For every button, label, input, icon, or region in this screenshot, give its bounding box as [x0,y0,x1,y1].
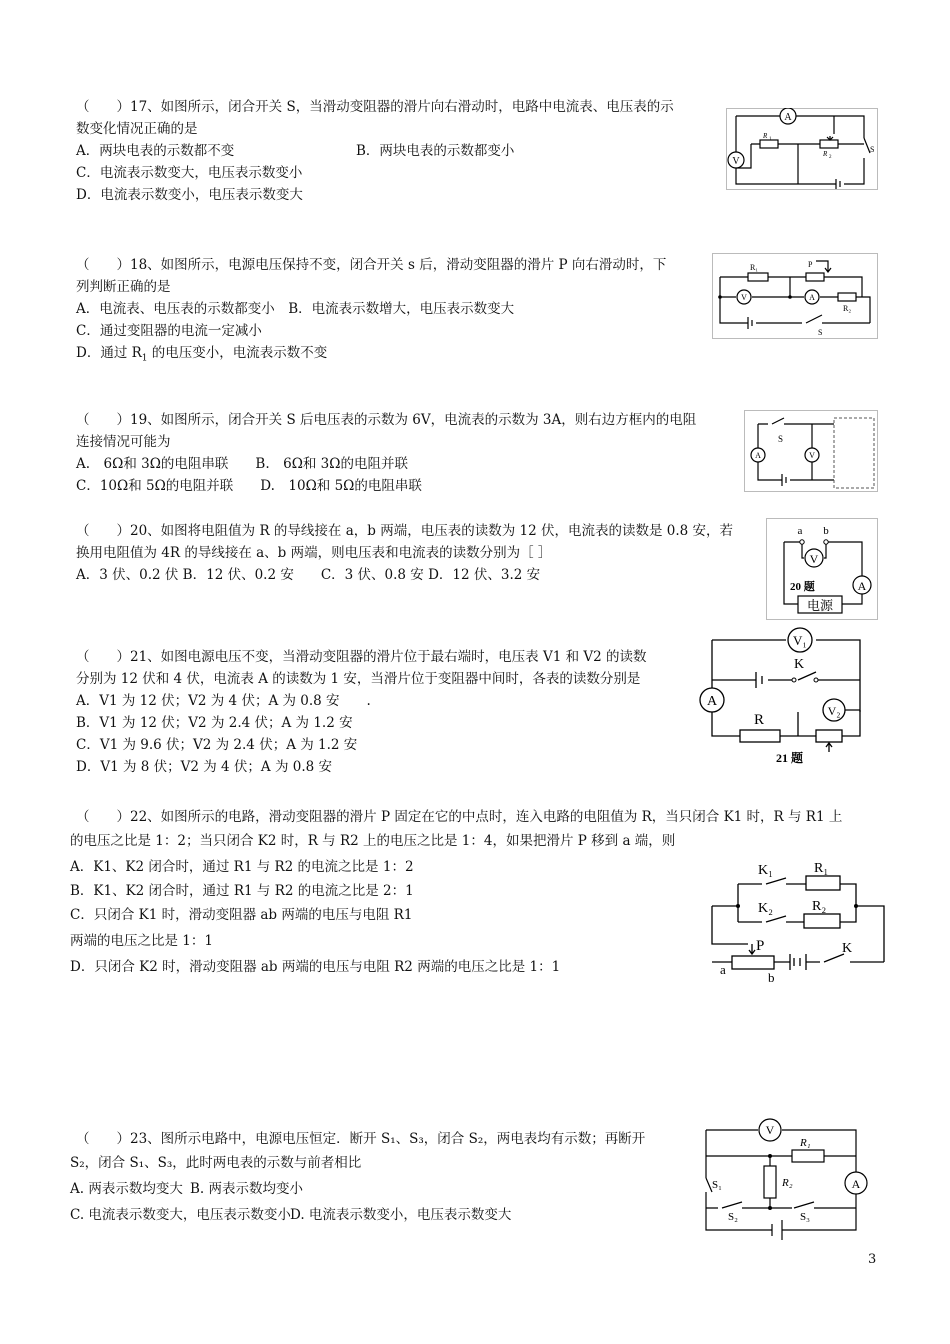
q22-option-b: B．K1、K2 闭合时，通过 R1 与 R2 的电流之比是 2：1 [70,883,414,899]
q21-circuit-figure [692,626,878,766]
q22-option-a: A．K1、K2 闭合时，通过 R1 与 R2 的电流之比是 1：2 [70,859,414,875]
q23-voltmeter-label: V [765,1123,775,1137]
q22-p-label: P [756,938,765,954]
q18-option-c: C．通过变阻器的电流一定减小 [76,323,262,339]
q17-circuit-figure [726,108,878,190]
q22-circuit-figure [704,852,890,984]
q17-r1-label: R [763,132,768,140]
q19-options-ab: A. 6Ω和 3Ω的电阻串联 B. 6Ω和 3Ω的电阻并联 [76,456,408,472]
q22-terminal-b: b [768,970,775,984]
q23-circuit-diagram [700,1116,878,1240]
q20-stem-line1: （ ）20、如图将电阻值为 R 的导线接在 a，b 两端，电压表的读数为 12 伏，电流表的读数是 0.8 安，若 [76,523,734,539]
q20-stem-line2: 换用电阻值为 4R 的导线接在 a、b 两端，则电压表和电流表的读数分别为［ ］ [76,545,552,561]
q18-ammeter-label: A [809,293,815,302]
q18-option-d-prefix: D．通过 R [76,345,142,361]
q20-circuit-diagram [766,518,878,620]
q21-stem-line2: 分别为 12 伏和 4 伏，电流表 A 的读数为 1 安，当滑片位于变阻器中间时，各表的读数分别是 [76,671,641,687]
q21-option-a: A．V1 为 12 伏；V2 为 4 伏；A 为 0.8 安 . [76,693,371,709]
q21-option-b: B．V1 为 12 伏；V2 为 2.4 伏；A 为 1.2 安 [76,715,353,731]
q19-circuit-diagram [744,410,878,492]
q22-circuit-diagram [704,852,890,984]
q17-voltmeter-label: V [732,156,740,167]
q23-option-a: A. 两表示数均变大 [70,1181,183,1197]
q17-option-d: D．电流表示数变小，电压表示数变大 [76,187,303,203]
q18-voltmeter-label: V [741,293,747,302]
q23-ammeter-label: A [851,1177,861,1191]
q22-r1-label: R₁ [814,861,829,876]
q17-stem-line2: 数变化情况正确的是 [76,121,198,137]
q23-stem-line2: S₂，闭合 S₁、S₃，此时两电表的示数与前者相比 [70,1155,362,1171]
q17-circuit-diagram [726,108,878,190]
q23-s3-label: S₃ [800,1211,810,1223]
q20-ammeter-label: A [857,579,867,593]
q19-circuit-figure [744,410,878,492]
q23-s2-label: S₂ [728,1211,738,1223]
q18-option-d-text: 的电压变小，电流表示数不变 [147,345,328,361]
q17-switch-label: S [870,145,875,154]
q18-switch-label: S [818,328,823,337]
q18-option-d-subscript: 1 [141,353,148,364]
q19-voltmeter-label: V [809,451,815,460]
q17-r2-label: R [823,150,828,158]
q21-v1-label: V₁ [793,633,807,648]
q21-circuit-diagram [692,626,878,766]
page-number: 3 [868,1252,877,1267]
q22-r2-label: R₂ [812,899,827,914]
q21-caption: 21 题 [776,751,804,765]
q19-ammeter-label: A [755,451,761,460]
q20-terminal-b: b [823,525,829,537]
q22-stem-line1: （ ）22、如图所示的电路，滑动变阻器的滑片 P 固定在它的中点时，连入电路的电阻值为 R，当只闭合 K1 时，R 与 R1 上 [76,809,843,825]
q17-r2-sub: 2 [829,155,832,160]
q17-ammeter-label: A [784,112,792,123]
q19-options-cd: C．10Ω和 5Ω的电阻并联 D. 10Ω和 5Ω的电阻串联 [76,478,422,494]
q18-options-ab: A．电流表、电压表的示数都变小 B．电流表示数增大，电压表示数变大 [76,301,515,317]
q18-circuit-diagram [712,253,878,339]
q18-r2-label: R₂ [843,304,852,313]
q20-power-source-label: 电源 [806,598,834,613]
q21-v2-label: V₂ [827,704,841,718]
q18-r1-label: R₁ [750,263,759,272]
q20-terminal-a: a [797,525,803,537]
q17-r1-sub: 1 [769,137,772,142]
q18-circuit-figure [712,253,878,339]
q18-stem-line2: 列判断正确的是 [76,279,171,295]
q18-stem-line1: （ ）18、如图所示，电源电压保持不变，闭合开关 s 后，滑动变阻器的滑片 P 向右滑动时，下 [76,257,667,273]
q17-option-c: C．电流表示数变大，电压表示数变小 [76,165,303,181]
q23-option-b: B. 两表示数均变小 [190,1181,304,1197]
q20-circuit-figure [766,518,878,620]
q17-stem-line1: （ ）17、如图所示，闭合开关 S，当滑动变阻器的滑片向右滑动时，电路中电流表、电压表的示 [76,99,674,115]
q21-option-d: D．V1 为 8 伏；V2 为 4 伏；A 为 0.8 安 [76,759,333,775]
q21-r-label: R [754,712,765,728]
q23-r2-label: R₂ [782,1177,793,1189]
q23-option-d: D. 电流表示数变小，电压表示数变大 [290,1207,512,1223]
q22-terminal-a: a [720,962,726,977]
q21-option-c: C．V1 为 9.6 伏；V2 为 2.4 伏；A 为 1.2 安 [76,737,358,753]
q17-option-b: B．两块电表的示数都变小 [356,143,515,159]
q23-option-c: C. 电流表示数变大，电压表示数变小 [70,1207,291,1223]
q19-stem-line2: 连接情况可能为 [76,434,171,450]
q22-option-c-line1: C．只闭合 K1 时，滑动变阻器 ab 两端的电压与电阻 R1 [70,907,413,923]
q23-circuit-figure [700,1116,878,1240]
q23-stem-line1: （ ）23、图所示电路中，电源电压恒定．断开 S₁、S₃，闭合 S₂，两电表均有示数；再断开 [76,1131,646,1147]
q22-k2-label: K₂ [758,901,773,916]
q18-option-d [76,342,327,370]
q22-option-c-line2: 两端的电压之比是 1：1 [70,933,213,949]
q23-r1-label: R₁ [800,1137,811,1149]
q21-ammeter-label: A [706,694,718,709]
q18-p-label: P [808,260,813,269]
q23-s1-label: S₁ [712,1179,722,1191]
q20-caption: 20 题 [790,581,815,593]
q19-switch-label: S [778,434,784,444]
q22-option-d: D．只闭合 K2 时，滑动变阻器 ab 两端的电压与电阻 R2 两端的电压之比是 1：1 [70,959,561,975]
q22-k1-label: K₁ [758,863,773,878]
q21-stem-line1: （ ）21、如图电源电压不变，当滑动变阻器的滑片位于最右端时，电压表 V1 和 V2 的读数 [76,649,647,665]
q20-options: A．3 伏、0.2 伏 B．12 伏、0.2 安 C．3 伏、0.8 安 D．12 伏、3.2 安 [76,567,541,583]
q19-stem-line1: （ ）19、如图所示，闭合开关 S 后电压表的示数为 6V，电流表的示数为 3A，则右边方框内的电阻 [76,412,697,428]
q20-voltmeter-label: V [809,552,819,566]
q22-k-label: K [842,941,853,956]
q21-k-label: K [794,657,805,672]
q22-stem-line2: 的电压之比是 1：2；当只闭合 K2 时，R 与 R2 上的电压之比是 1：4，如果把滑片 P 移到 a 端，则 [70,833,676,849]
q17-option-a: A．两块电表的示数都不变 [76,143,235,159]
